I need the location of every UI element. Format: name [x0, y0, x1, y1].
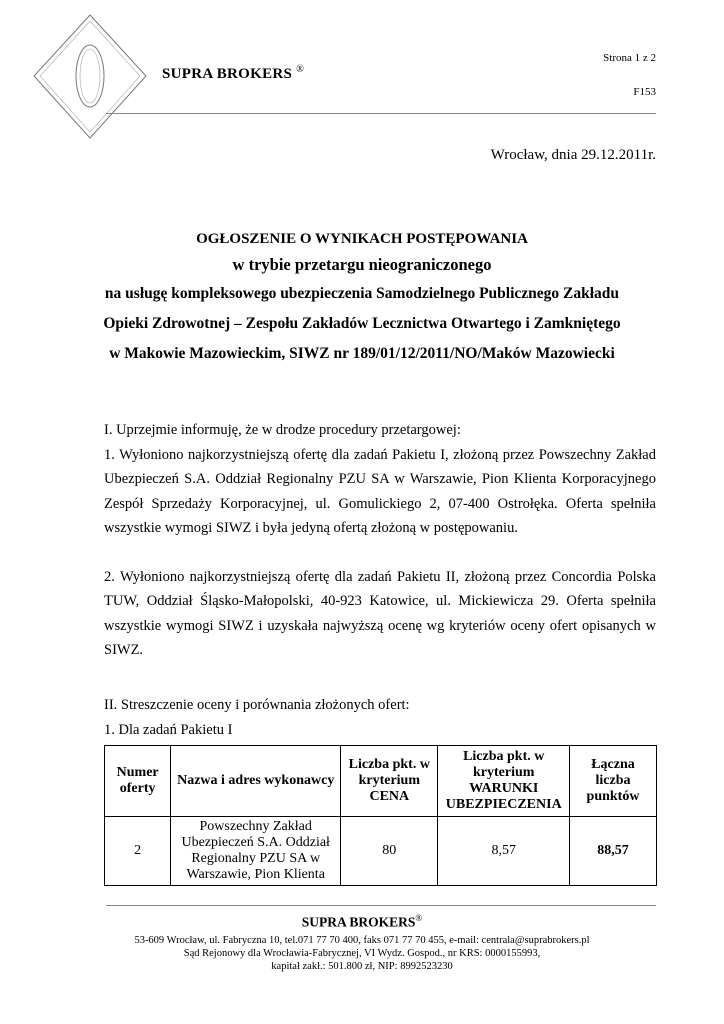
col-price-points: Liczba pkt. w kryterium CENA: [341, 746, 438, 817]
col-offer-number: Numer oferty: [105, 746, 171, 817]
results-table: [104, 745, 657, 886]
cell-price-points: 80: [341, 817, 438, 886]
section-1-intro: I. Uprzejmie informuję, że w drodze procedury przetargowej:: [104, 422, 461, 438]
cell-total-points: 88,57: [569, 817, 656, 886]
footer-capital: kapitał zakł.: 501.800 zł, NIP: 8992523230: [271, 961, 453, 972]
header-brand-name: SUPRA BROKERS: [162, 66, 293, 82]
footer-registered-mark: ®: [415, 913, 423, 923]
title-line-1: OGŁOSZENIE O WYNIKACH POSTĘPOWANIA: [196, 231, 528, 247]
col-terms-points: Liczba pkt. w kryterium WARUNKI UBEZPIECZENIA: [438, 746, 570, 817]
date-line: Wrocław, dnia 29.12.2011r.: [490, 147, 656, 163]
section-1-item-2: 2. Wyłoniono najkorzystniejszą ofertę dla zadań Pakietu II, złożoną przez Concordia Polska TUW, Oddział Śląsko-Małopolski, 40-923 Katowice, ul. Mickiewicza 29. Oferta spełniła wszystkie wymogi SIWZ i uzyskała najwyższą ocenę wg kryteriów oceny ofert opisanych w SIWZ.: [104, 568, 656, 658]
section-2-subheading: 1. Dla zadań Pakietu I: [104, 721, 233, 738]
section-1: [104, 418, 656, 663]
col-total-points: Łączna liczba punktów: [569, 746, 656, 817]
col-contractor: Nazwa i adres wykonawcy: [171, 746, 341, 817]
footer-brand-name: SUPRA BROKERS: [301, 914, 416, 930]
header-divider: [106, 113, 656, 114]
table-header-row: [105, 746, 657, 817]
logo-diamond-icon: [30, 12, 150, 142]
announcement-title: [0, 227, 724, 369]
title-line-5: w Makowie Mazowieckim, SIWZ nr 189/01/12/2011/NO/Maków Mazowiecki: [109, 345, 615, 362]
registered-mark: ®: [296, 64, 305, 75]
footer-brand: [0, 913, 724, 931]
company-logo: [30, 12, 150, 142]
footer-divider: [106, 905, 656, 906]
title-line-3: na usługę kompleksowego ubezpieczenia Samodzielnego Publicznego Zakładu: [104, 285, 620, 302]
section-1-item-1: 1. Wyłoniono najkorzystniejszą ofertę dla zadań Pakietu I, złożoną przez Powszechny Zakład Ubezpieczeń S.A. Oddział Regionalny PZU SA w Warszawie, Pion Klienta Korporacyjnego Zespół Sprzedaży Korporacyjnej, ul. Gomulickiego 2, 07-400 Ostrołęka. Oferta spełniła wszystkie wymogi SIWZ i była jedyną ofertą złożoną w postępowaniu.: [104, 446, 656, 536]
footer-court: Sąd Rejonowy dla Wrocławia-Fabrycznej, VI Wydz. Gospod., nr KRS: 0000155993,: [183, 948, 541, 959]
cell-contractor: Powszechny Zakład Ubezpieczeń S.A. Oddział Regionalny PZU SA w Warszawie, Pion Klienta: [171, 817, 341, 886]
form-code: F153: [633, 86, 656, 98]
footer-address: 53-609 Wrocław, ul. Fabryczna 10, tel.071 77 70 400, faks 071 77 70 455, e-mail: centrala@suprabrokers.pl: [134, 935, 590, 946]
cell-terms-points: 8,57: [438, 817, 570, 886]
header-brand: [162, 64, 304, 83]
title-line-2: w trybie przetargu nieograniczonego: [232, 255, 492, 274]
table-row: [105, 817, 657, 886]
cell-offer-number: 2: [105, 817, 171, 886]
title-line-4: Opieki Zdrowotnej – Zespołu Zakładów Lecznictwa Otwartego i Zamkniętego: [103, 315, 621, 332]
section-2: [104, 693, 656, 742]
section-2-intro: II. Streszczenie oceny i porównania złożonych ofert:: [104, 697, 410, 713]
page-number: Strona 1 z 2: [603, 52, 656, 64]
